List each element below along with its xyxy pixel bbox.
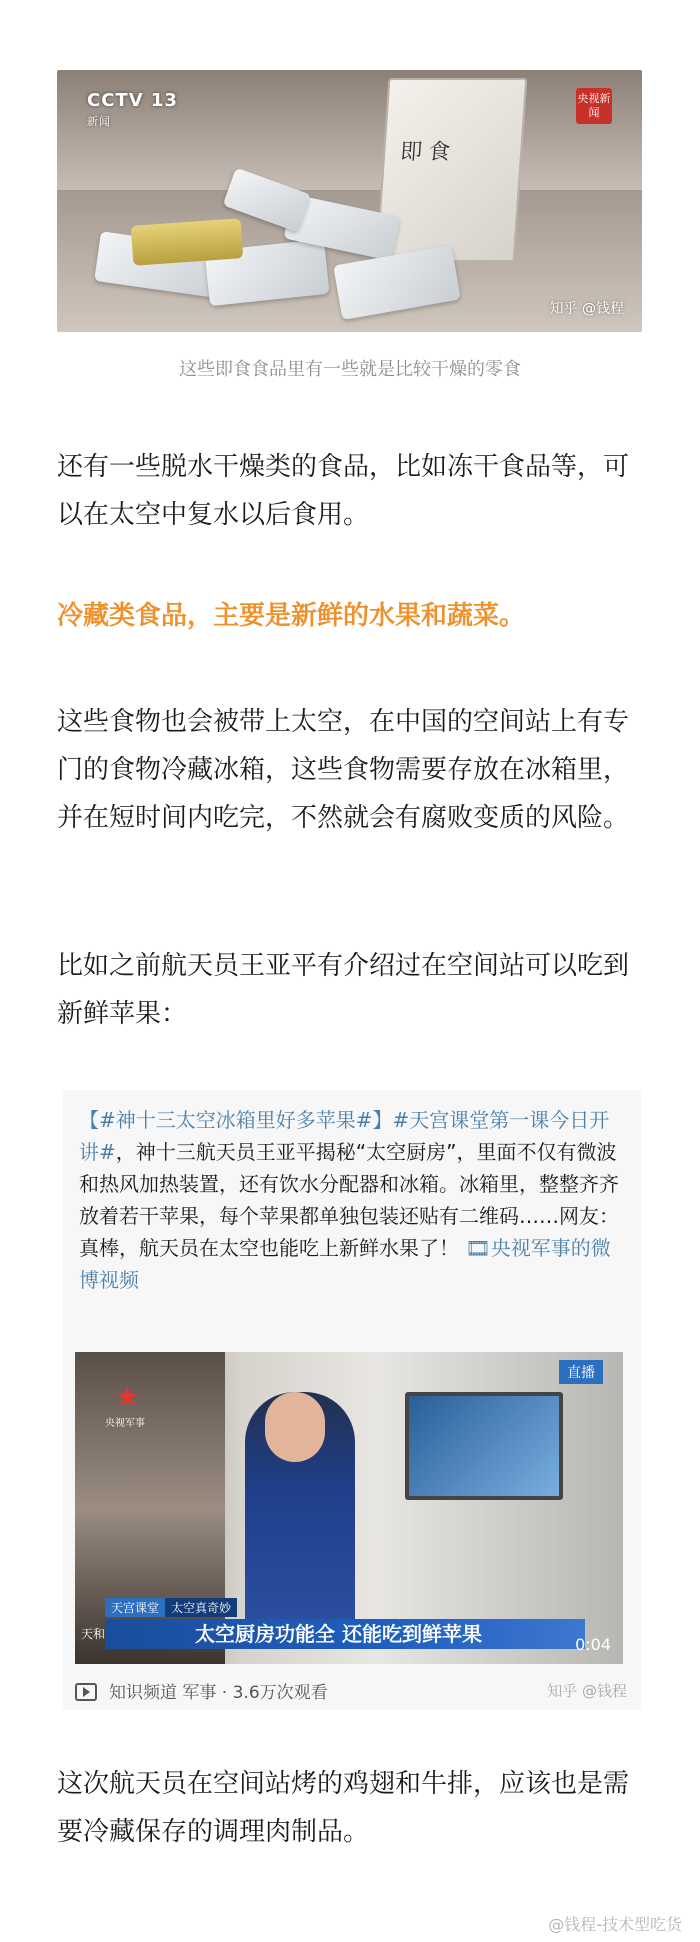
video-icon (75, 1683, 97, 1701)
paragraph: 比如之前航天员王亚平有介绍过在空间站可以吃到新鲜苹果： (57, 951, 630, 1029)
video-player[interactable] (75, 1352, 623, 1664)
channel-label: 央视军事 (105, 1418, 145, 1429)
video-screen (405, 1392, 563, 1500)
image-caption: 这些即食食品里有一些就是比较干燥的零食 (179, 359, 521, 380)
paragraph: 这次航天员在空间站烤的鸡翅和牛排，应该也是需要冷藏保存的调理肉制品。 (57, 1769, 630, 1847)
food-photo[interactable] (57, 70, 642, 332)
footer-watermark: @钱程-技术型吃货 (548, 1915, 682, 1934)
tag-a: 天宫课堂 (105, 1598, 165, 1617)
cctv-logo: CCTV 13 新闻 (87, 90, 178, 128)
video-time: 0:04 (575, 1635, 611, 1654)
paragraph: 还有一些脱水干燥类的食品，比如冻干食品等，可以在太空中复水以后食用。 (57, 452, 630, 530)
hashtag-link[interactable]: 【#神十三太空冰箱里好多苹果#】 (79, 1108, 393, 1132)
video-title: 太空厨房功能全 还能吃到鲜苹果 (105, 1619, 585, 1649)
food-tin (131, 218, 244, 266)
news-badge: 央视新闻 (576, 88, 612, 124)
live-badge: 直播 (559, 1360, 603, 1384)
sign-text: 即食 (399, 140, 458, 165)
photo-sign (376, 78, 528, 262)
lower-third (105, 1597, 482, 1646)
watermark: 知乎 @钱程 (549, 301, 624, 317)
side-label: 天和 (81, 1627, 106, 1641)
section-heading: 冷藏类食品，主要是新鲜的水果和蔬菜。 (57, 601, 526, 631)
video-link[interactable]: 🎞央视军事的微博视频 (79, 1236, 611, 1292)
watermark: 知乎 @钱程 (547, 1682, 627, 1700)
weibo-text (79, 1104, 627, 1296)
video-corridor (75, 1352, 225, 1664)
hashtag-link[interactable]: #天宫课堂第一课今日开讲# (79, 1108, 610, 1164)
star-logo-icon: ★ (115, 1380, 141, 1413)
weibo-body: ，神十三航天员王亚平揭秘“太空厨房”，里面不仅有微波和热风加热装置，还有饮水分配器和冰箱。冰箱里，整整齐齐放着若干苹果，每个苹果都单独包装还贴有二维码……网友：真棒，航天员在太空也能吃上新鲜水果了！ (79, 1140, 619, 1260)
video-meta: 知识频道 军事 · 3.6万次观看 (75, 1678, 328, 1703)
paragraph: 这些食物也会被带上太空，在中国的空间站上有专门的食物冷藏冰箱，这些食物需要存放在冰箱里，并在短时间内吃完，不然就会有腐败变质的风险。 (57, 707, 630, 833)
weibo-card[interactable] (63, 1090, 641, 1710)
astronaut-head (265, 1392, 325, 1462)
tag-b: 太空真奇妙 (165, 1598, 237, 1617)
